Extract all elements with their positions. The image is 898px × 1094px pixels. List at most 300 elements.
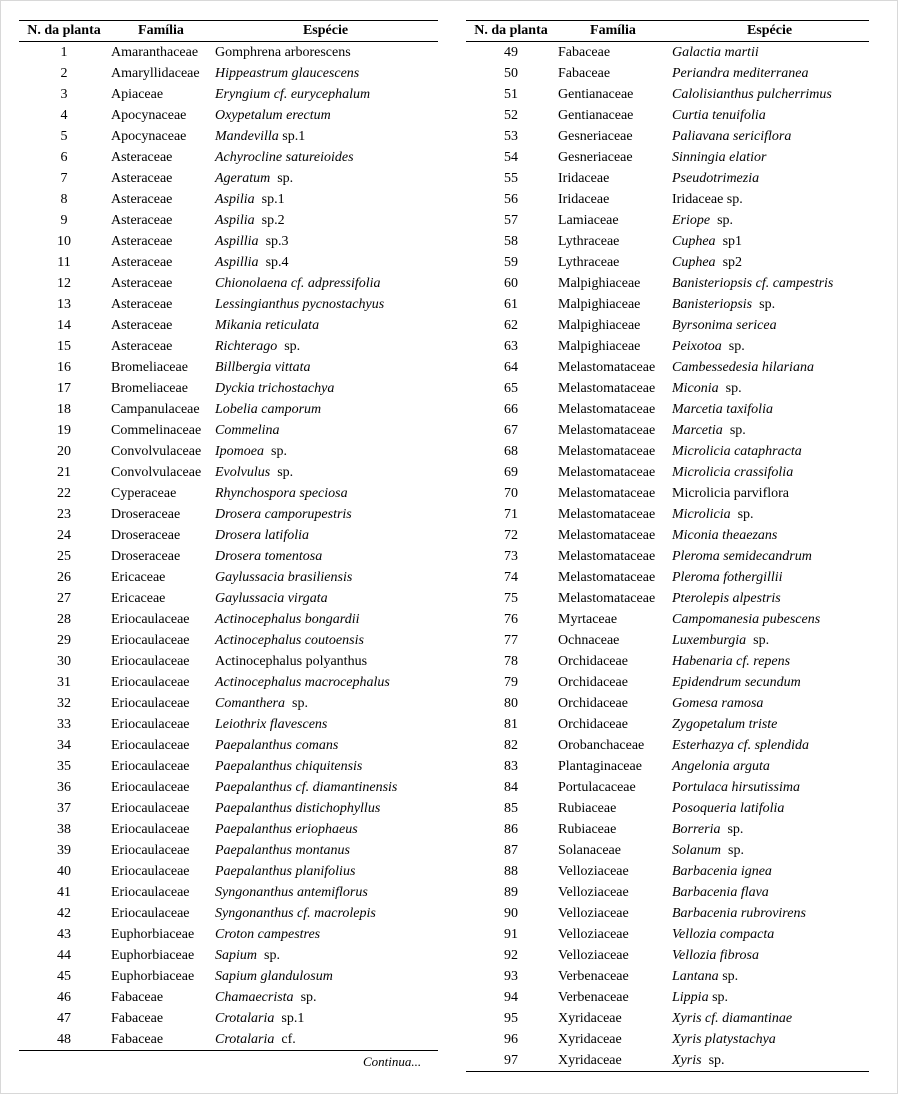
table-row xyxy=(466,651,869,672)
species-cell: Esterhazya cf. splendida xyxy=(672,738,810,753)
species-cell: Sinningia elatior xyxy=(672,150,767,165)
species-cell: Xyris platystachya xyxy=(672,1032,776,1047)
family-cell: Orchidaceae xyxy=(558,675,628,690)
species-cell: Marcetia sp. xyxy=(672,423,746,438)
species-cell: Curtia tenuifolia xyxy=(672,108,766,123)
plant-number-cell: 90 xyxy=(504,906,518,921)
species-cell: Marcetia taxifolia xyxy=(672,402,773,417)
family-cell: Melastomataceae xyxy=(558,570,656,585)
species-cell: Evolvulus sp. xyxy=(215,465,294,480)
table-row xyxy=(466,273,869,294)
family-cell: Eriocaulaceae xyxy=(111,633,190,648)
species-cell: Lantana sp. xyxy=(672,969,739,984)
family-cell: Orchidaceae xyxy=(558,696,628,711)
species-cell: Galactia martii xyxy=(672,45,759,60)
species-cell: Drosera tomentosa xyxy=(215,549,323,564)
family-cell: Gentianaceae xyxy=(558,108,634,123)
family-cell: Ericaceae xyxy=(111,570,166,585)
plant-number-cell: 38 xyxy=(57,822,71,837)
family-cell: Melastomataceae xyxy=(558,444,656,459)
species-cell: Banisteriopsis sp. xyxy=(672,297,776,312)
plant-number-cell: 55 xyxy=(504,171,518,186)
family-cell: Lamiaceae xyxy=(558,213,619,228)
family-cell: Apiaceae xyxy=(111,87,164,102)
table-row xyxy=(466,42,869,64)
family-cell: Droseraceae xyxy=(111,507,181,522)
species-cell: Microlicia crassifolia xyxy=(672,465,794,480)
species-cell: Aspillia sp.3 xyxy=(215,234,289,249)
header-family: Família xyxy=(138,23,184,38)
table-row xyxy=(466,63,869,84)
species-cell: Gaylussacia brasiliensis xyxy=(215,570,353,585)
family-cell: Apocynaceae xyxy=(111,129,187,144)
species-cell: Paliavana sericiflora xyxy=(672,129,792,144)
family-cell: Lythraceae xyxy=(558,234,620,249)
family-cell: Eriocaulaceae xyxy=(111,864,190,879)
table-row xyxy=(466,966,869,987)
table-row xyxy=(19,966,438,987)
table-row xyxy=(466,945,869,966)
plant-number-cell: 10 xyxy=(57,234,71,249)
plant-number-cell: 2 xyxy=(60,66,68,81)
plant-number-cell: 37 xyxy=(57,801,71,816)
plant-number-cell: 32 xyxy=(57,696,71,711)
table-row xyxy=(466,105,869,126)
plant-number-cell: 40 xyxy=(57,864,71,879)
table-row xyxy=(19,588,438,609)
table-row xyxy=(19,189,438,210)
family-cell: Asteraceae xyxy=(111,192,173,207)
family-cell: Lythraceae xyxy=(558,255,620,270)
species-cell: Solanum sp. xyxy=(672,843,744,858)
family-cell: Orchidaceae xyxy=(558,717,628,732)
family-cell: Campanulaceae xyxy=(111,402,200,417)
plant-number-cell: 50 xyxy=(504,66,518,81)
table-row xyxy=(466,252,869,273)
table-row xyxy=(19,798,438,819)
species-cell: Achyrocline satureioides xyxy=(215,150,354,165)
family-cell: Eriocaulaceae xyxy=(111,822,190,837)
plant-number-cell: 5 xyxy=(60,129,68,144)
family-cell: Droseraceae xyxy=(111,549,181,564)
family-cell: Orchidaceae xyxy=(558,654,628,669)
plant-number-cell: 15 xyxy=(57,339,71,354)
table-row xyxy=(19,126,438,147)
table-row xyxy=(466,1050,869,1072)
family-cell: Eriocaulaceae xyxy=(111,675,190,690)
plant-number-cell: 49 xyxy=(504,45,518,60)
family-cell: Malpighiaceae xyxy=(558,276,641,291)
plant-number-cell: 75 xyxy=(504,591,518,606)
plant-number-cell: 24 xyxy=(57,528,71,543)
table-row xyxy=(19,336,438,357)
table-row xyxy=(466,672,869,693)
species-cell: Pterolepis alpestris xyxy=(672,591,781,606)
table-row xyxy=(19,273,438,294)
family-cell: Asteraceae xyxy=(111,171,173,186)
family-cell: Melastomataceae xyxy=(558,465,656,480)
table-row xyxy=(19,231,438,252)
family-cell: Apocynaceae xyxy=(111,108,187,123)
table-row xyxy=(466,462,869,483)
species-cell: Peixotoa sp. xyxy=(672,339,745,354)
plant-number-cell: 83 xyxy=(504,759,518,774)
species-cell: Habenaria cf. repens xyxy=(672,654,791,669)
table-row xyxy=(466,378,869,399)
family-cell: Melastomataceae xyxy=(558,360,656,375)
plant-number-cell: 26 xyxy=(57,570,71,585)
plant-number-cell: 81 xyxy=(504,717,518,732)
family-cell: Asteraceae xyxy=(111,150,173,165)
plant-number-cell: 85 xyxy=(504,801,518,816)
header-species: Espécie xyxy=(746,23,793,38)
family-cell: Droseraceae xyxy=(111,528,181,543)
family-cell: Fabaceae xyxy=(111,1011,164,1026)
table-row xyxy=(466,546,869,567)
table-row xyxy=(19,84,438,105)
species-table-right xyxy=(466,20,869,1072)
table-row xyxy=(466,819,869,840)
family-cell: Solanaceae xyxy=(558,843,621,858)
family-cell: Rubiaceae xyxy=(558,822,617,837)
species-cell: Gaylussacia virgata xyxy=(215,591,328,606)
species-cell: Posoqueria latifolia xyxy=(672,801,785,816)
family-cell: Melastomataceae xyxy=(558,486,656,501)
species-cell: Mandevilla sp.1 xyxy=(215,129,306,144)
table-row xyxy=(19,861,438,882)
family-cell: Eriocaulaceae xyxy=(111,843,190,858)
species-cell: Paepalanthus cf. diamantinensis xyxy=(215,780,398,795)
family-cell: Xyridaceae xyxy=(558,1032,622,1047)
family-cell: Asteraceae xyxy=(111,255,173,270)
plant-number-cell: 36 xyxy=(57,780,71,795)
family-cell: Malpighiaceae xyxy=(558,297,641,312)
species-cell: Actinocephalus coutoensis xyxy=(215,633,364,648)
species-cell: Barbacenia ignea xyxy=(672,864,772,879)
family-cell: Verbenaceae xyxy=(558,969,629,984)
family-cell: Ericaceae xyxy=(111,591,166,606)
species-cell: Cambessedesia hilariana xyxy=(672,360,814,375)
table-row xyxy=(19,252,438,273)
species-cell: Borreria sp. xyxy=(672,822,744,837)
species-cell: Eriope sp. xyxy=(672,213,734,228)
species-cell: Lobelia camporum xyxy=(215,402,322,417)
plant-number-cell: 57 xyxy=(504,213,518,228)
species-cell: Actinocephalus bongardii xyxy=(215,612,360,627)
species-cell: Oxypetalum erectum xyxy=(215,108,331,123)
plant-number-cell: 29 xyxy=(57,633,71,648)
family-cell: Melastomataceae xyxy=(558,381,656,396)
family-cell: Velloziaceae xyxy=(558,948,629,963)
table-row xyxy=(19,777,438,798)
table-row xyxy=(466,231,869,252)
table-row xyxy=(466,609,869,630)
table-row xyxy=(19,987,438,1008)
species-cell: Chamaecrista sp. xyxy=(215,990,317,1005)
family-cell: Bromeliaceae xyxy=(111,381,188,396)
table-row xyxy=(19,1029,438,1051)
plant-number-cell: 35 xyxy=(57,759,71,774)
table-row xyxy=(19,819,438,840)
plant-number-cell: 58 xyxy=(504,234,518,249)
plant-number-cell: 70 xyxy=(504,486,518,501)
family-cell: Eriocaulaceae xyxy=(111,885,190,900)
family-cell: Melastomataceae xyxy=(558,402,656,417)
plant-number-cell: 28 xyxy=(57,612,71,627)
table-row xyxy=(466,420,869,441)
plant-number-cell: 73 xyxy=(504,549,518,564)
species-cell: Barbacenia rubrovirens xyxy=(672,906,806,921)
plant-number-cell: 95 xyxy=(504,1011,518,1026)
species-cell: Angelonia arguta xyxy=(672,759,770,774)
plant-number-cell: 30 xyxy=(57,654,71,669)
table-row xyxy=(466,189,869,210)
table-row xyxy=(466,924,869,945)
plant-number-cell: 7 xyxy=(60,171,68,186)
family-cell: Asteraceae xyxy=(111,213,173,228)
species-cell: Hippeastrum glaucescens xyxy=(215,66,360,81)
header-plant-number: N. da planta xyxy=(474,23,548,38)
table-row xyxy=(466,294,869,315)
plant-number-cell: 63 xyxy=(504,339,518,354)
family-cell: Xyridaceae xyxy=(556,1050,670,1072)
plant-number-cell: 21 xyxy=(57,465,71,480)
table-row xyxy=(466,315,869,336)
family-cell: Orobanchaceae xyxy=(558,738,645,753)
species-cell: Chionolaena cf. adpressifolia xyxy=(215,276,381,291)
plant-number-cell: 41 xyxy=(57,885,71,900)
plant-number-cell: 46 xyxy=(57,990,71,1005)
table-row xyxy=(19,378,438,399)
family-cell: Velloziaceae xyxy=(558,864,629,879)
family-cell: Commelinaceae xyxy=(111,423,202,438)
species-cell: Microlicia parviflora xyxy=(672,486,790,501)
species-cell: Richterago sp. xyxy=(215,339,301,354)
family-cell: Amaryllidaceae xyxy=(111,66,200,81)
family-cell: Xyridaceae xyxy=(558,1011,622,1026)
species-cell: Comanthera sp. xyxy=(215,696,308,711)
table-row xyxy=(19,315,438,336)
table-body-right xyxy=(466,42,869,1072)
plant-number-cell: 17 xyxy=(57,381,71,396)
plant-number-cell: 14 xyxy=(57,318,71,333)
plant-number-cell: 89 xyxy=(504,885,518,900)
family-cell: Fabaceae xyxy=(109,1029,213,1051)
species-cell: Paepalanthus eriophaeus xyxy=(215,822,358,837)
table-row xyxy=(466,777,869,798)
species-cell: Eryngium cf. eurycephalum xyxy=(215,87,371,102)
plant-number-cell: 62 xyxy=(504,318,518,333)
species-cell: Crotalaria sp.1 xyxy=(215,1011,305,1026)
species-cell: Drosera camporupestris xyxy=(215,507,352,522)
species-cell: Miconia theaezans xyxy=(672,528,778,543)
family-cell: Iridaceae xyxy=(558,192,610,207)
plant-number-cell: 79 xyxy=(504,675,518,690)
species-cell: Vellozia compacta xyxy=(672,927,775,942)
plant-number-cell: 61 xyxy=(504,297,518,312)
family-cell: Ochnaceae xyxy=(558,633,620,648)
family-cell: Asteraceae xyxy=(111,276,173,291)
table-row xyxy=(466,1008,869,1029)
table-row xyxy=(466,567,869,588)
family-cell: Velloziaceae xyxy=(558,885,629,900)
species-cell: Sapium glandulosum xyxy=(215,969,333,984)
species-cell: Pseudotrimezia xyxy=(672,171,760,186)
family-cell: Velloziaceae xyxy=(558,906,629,921)
table-row xyxy=(19,693,438,714)
table-row xyxy=(19,609,438,630)
species-cell: Sapium sp. xyxy=(215,948,280,963)
plant-number-cell: 72 xyxy=(504,528,518,543)
table-row xyxy=(19,1008,438,1029)
table-row xyxy=(19,672,438,693)
plant-number-cell: 65 xyxy=(504,381,518,396)
table-row xyxy=(19,882,438,903)
family-cell: Convolvulaceae xyxy=(111,465,202,480)
table-row xyxy=(19,945,438,966)
plant-number-cell: 1 xyxy=(60,45,68,60)
table-row xyxy=(466,714,869,735)
species-cell: Dyckia trichostachya xyxy=(215,381,335,396)
plant-number-cell: 47 xyxy=(57,1011,71,1026)
plant-number-cell: 52 xyxy=(504,108,518,123)
plant-number-cell: 6 xyxy=(60,150,68,165)
species-cell: Ageratum sp. xyxy=(215,171,294,186)
family-cell: Rubiaceae xyxy=(558,801,617,816)
species-cell: Pleroma fothergillii xyxy=(672,570,783,585)
continued-note: Continua... xyxy=(363,1054,422,1069)
plant-number-cell: 86 xyxy=(504,822,518,837)
table-row xyxy=(19,903,438,924)
table-row xyxy=(466,735,869,756)
species-cell: Byrsonima sericea xyxy=(672,318,777,333)
table-row xyxy=(466,987,869,1008)
table-row xyxy=(19,63,438,84)
plant-number-cell: 23 xyxy=(57,507,71,522)
species-cell: Ipomoea sp. xyxy=(215,444,287,459)
species-cell: Zygopetalum triste xyxy=(672,717,778,732)
plant-number-cell: 59 xyxy=(504,255,518,270)
plant-number-cell: 66 xyxy=(504,402,518,417)
plant-number-cell: 93 xyxy=(504,969,518,984)
table-row xyxy=(466,798,869,819)
plant-number-cell: 80 xyxy=(504,696,518,711)
table-row xyxy=(466,588,869,609)
plant-number-cell: 82 xyxy=(504,738,518,753)
plant-number-cell: 96 xyxy=(504,1032,518,1047)
table-row xyxy=(19,546,438,567)
table-row xyxy=(19,483,438,504)
species-cell: Crotalaria cf. xyxy=(213,1029,438,1051)
plant-number-cell: 60 xyxy=(504,276,518,291)
table-header-row xyxy=(466,21,869,42)
plant-number-cell: 19 xyxy=(57,423,71,438)
plant-number-cell: 12 xyxy=(57,276,71,291)
table-row xyxy=(466,840,869,861)
species-cell: Calolisianthus pulcherrimus xyxy=(672,87,832,102)
table-row xyxy=(19,840,438,861)
family-cell: Eriocaulaceae xyxy=(111,906,190,921)
family-cell: Amaranthaceae xyxy=(111,45,199,60)
table-row xyxy=(466,210,869,231)
family-cell: Fabaceae xyxy=(111,990,164,1005)
table-row xyxy=(466,504,869,525)
family-cell: Eriocaulaceae xyxy=(111,612,190,627)
plant-number-cell: 67 xyxy=(504,423,518,438)
species-cell: Vellozia fibrosa xyxy=(672,948,759,963)
plant-number-cell: 13 xyxy=(57,297,71,312)
table-row xyxy=(19,735,438,756)
species-cell: Pleroma semidecandrum xyxy=(672,549,812,564)
species-cell: Gomphrena arborescens xyxy=(215,45,351,60)
table-row xyxy=(19,399,438,420)
family-cell: Velloziaceae xyxy=(558,927,629,942)
table-row xyxy=(19,420,438,441)
family-cell: Fabaceae xyxy=(558,66,611,81)
table-row xyxy=(19,441,438,462)
plant-number-cell: 51 xyxy=(504,87,518,102)
family-cell: Eriocaulaceae xyxy=(111,780,190,795)
species-cell: Billbergia vittata xyxy=(215,360,311,375)
plant-number-cell: 87 xyxy=(504,843,518,858)
family-cell: Euphorbiaceae xyxy=(111,948,195,963)
table-row xyxy=(19,651,438,672)
species-cell: Portulaca hirsutissima xyxy=(672,780,800,795)
species-cell: Iridaceae sp. xyxy=(672,192,743,207)
table-header-row xyxy=(19,21,438,42)
table-row xyxy=(466,357,869,378)
species-cell: Cuphea sp2 xyxy=(672,255,743,270)
species-cell: Croton campestres xyxy=(215,927,321,942)
family-cell: Asteraceae xyxy=(111,318,173,333)
species-cell: Banisteriopsis cf. campestris xyxy=(672,276,834,291)
table-row xyxy=(466,630,869,651)
plant-number-cell: 91 xyxy=(504,927,518,942)
plant-number-cell: 77 xyxy=(504,633,518,648)
species-cell: Cuphea sp1 xyxy=(672,234,743,249)
header-family: Família xyxy=(590,23,636,38)
family-cell: Euphorbiaceae xyxy=(111,969,195,984)
family-cell: Malpighiaceae xyxy=(558,318,641,333)
species-cell: Xyris cf. diamantinae xyxy=(672,1011,793,1026)
family-cell: Fabaceae xyxy=(558,45,611,60)
plant-number-cell: 3 xyxy=(60,87,68,102)
header-plant-number: N. da planta xyxy=(27,23,101,38)
species-cell: Paepalanthus montanus xyxy=(215,843,350,858)
species-cell: Leiothrix flavescens xyxy=(215,717,328,732)
plant-number-cell: 76 xyxy=(504,612,518,627)
family-cell: Asteraceae xyxy=(111,234,173,249)
table-row xyxy=(19,210,438,231)
table-row xyxy=(19,630,438,651)
family-cell: Eriocaulaceae xyxy=(111,717,190,732)
family-cell: Melastomataceae xyxy=(558,591,656,606)
family-cell: Melastomataceae xyxy=(558,549,656,564)
plant-number-cell: 25 xyxy=(57,549,71,564)
plant-number-cell: 9 xyxy=(60,213,68,228)
family-cell: Asteraceae xyxy=(111,339,173,354)
table-row xyxy=(466,147,869,168)
table-row xyxy=(19,504,438,525)
species-cell: Epidendrum secundum xyxy=(672,675,801,690)
plant-number-cell: 4 xyxy=(60,108,68,123)
table-row xyxy=(466,168,869,189)
plant-number-cell: 84 xyxy=(504,780,518,795)
plant-number-cell: 88 xyxy=(504,864,518,879)
species-table-left xyxy=(19,20,438,1051)
plant-number-cell: 94 xyxy=(504,990,518,1005)
family-cell: Cyperaceae xyxy=(111,486,177,501)
